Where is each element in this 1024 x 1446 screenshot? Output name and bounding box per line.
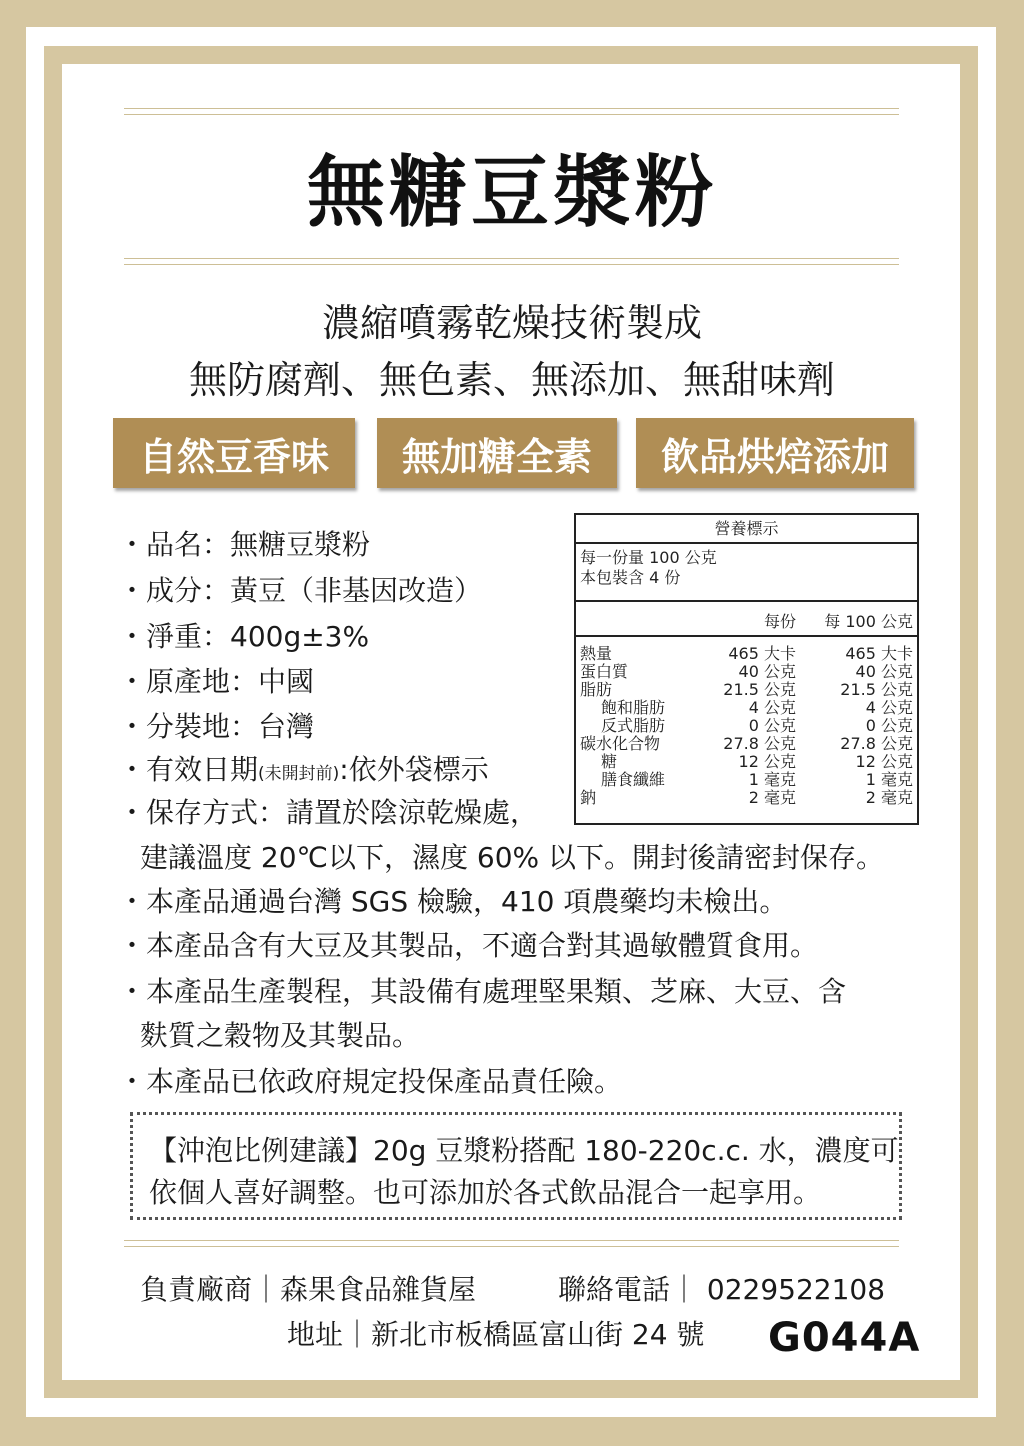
nutrient-label: 鈉 — [580, 788, 597, 807]
divider-footer — [124, 1240, 899, 1247]
nutrient-per-serving: 4 公克 — [748, 698, 796, 717]
nutrition-table — [574, 513, 919, 825]
divider-title — [124, 258, 899, 265]
nutrient-per-serving: 21.5 公克 — [723, 680, 796, 699]
col-per-100g: 每 100 公克 — [824, 612, 913, 631]
nutrition-rows — [576, 637, 917, 817]
product-code: G044A — [768, 1315, 921, 1361]
nutrient-per-serving: 465 大卡 — [728, 644, 796, 663]
col-per-serving: 每份 — [763, 612, 796, 631]
tip-line-1: 【沖泡比例建議】20g 豆漿粉搭配 180-220c.c. 水，濃度可 — [149, 1134, 899, 1167]
nutrient-per-100g: 1 毫克 — [865, 770, 913, 789]
info-weight: ・淨重：400g±3% — [118, 620, 370, 653]
nutrition-serving — [576, 544, 917, 602]
nutrient-label: 反式脂肪 — [601, 716, 666, 735]
nutrient-per-serving: 27.8 公克 — [723, 734, 796, 753]
nutrient-label: 碳水化合物 — [580, 734, 661, 753]
nutrient-label: 蛋白質 — [580, 662, 629, 681]
badge-3: 飲品烘焙添加 — [636, 418, 914, 488]
product-title: 無糖豆漿粉 — [306, 148, 717, 238]
info-ingredients: ・成分：黃豆（非基因改造） — [118, 574, 483, 607]
info-allergy: ・本產品含有大豆及其製品，不適合對其過敏體質食用。 — [118, 929, 819, 962]
preparation-tip — [130, 1112, 902, 1220]
footer-address: 地址｜新北市板橋區富山街 24 號 — [287, 1318, 705, 1351]
nutrition-column-header — [576, 602, 917, 637]
info-expiry — [118, 748, 489, 788]
nutrient-per-serving: 0 公克 — [748, 716, 796, 735]
divider-top — [124, 108, 899, 115]
info-insurance: ・本產品已依政府規定投保產品責任險。 — [118, 1065, 623, 1098]
info-packed: ・分裝地：台灣 — [118, 710, 315, 743]
info-origin: ・原產地：中國 — [118, 665, 315, 698]
info-sgs: ・本產品通過台灣 SGS 檢驗，410 項農藥均未檢出。 — [118, 885, 788, 918]
nutrient-per-100g: 21.5 公克 — [840, 680, 913, 699]
nutrient-per-100g: 465 大卡 — [845, 644, 913, 663]
nutrient-label: 糖 — [601, 752, 618, 771]
info-storage-1: ・保存方式：請置於陰涼乾燥處， — [118, 796, 539, 829]
nutrient-per-100g: 27.8 公克 — [840, 734, 913, 753]
nutrient-per-100g: 2 毫克 — [865, 788, 913, 807]
info-facility-1: ・本產品生產製程，其設備有處理堅果類、芝麻、大豆、含 — [118, 975, 847, 1008]
nutrient-per-100g: 0 公克 — [865, 716, 913, 735]
badge-2: 無加糖全素 — [377, 418, 617, 488]
info-facility-2: 麩質之穀物及其製品。 — [140, 1019, 421, 1052]
nutrient-per-serving: 2 毫克 — [748, 788, 796, 807]
footer-phone: 聯絡電話｜ 0229522108 — [558, 1273, 886, 1306]
nutrient-label: 飽和脂肪 — [601, 698, 666, 717]
tagline-1: 濃縮噴霧乾燥技術製成 — [321, 301, 702, 345]
nutrient-label: 膳食纖維 — [601, 770, 666, 789]
nutrient-per-100g: 4 公克 — [865, 698, 913, 717]
nutrient-per-serving: 12 公克 — [738, 752, 796, 771]
tip-line-2: 依個人喜好調整。也可添加於各式飲品混合一起享用。 — [149, 1176, 822, 1209]
info-storage-2: 建議溫度 20℃以下，濕度 60% 以下。開封後請密封保存。 — [140, 841, 885, 874]
nutrient-per-100g: 40 公克 — [855, 662, 913, 681]
nutrition-header: 營養標示 — [576, 515, 917, 544]
expiry-label: ・有效日期 — [118, 753, 259, 786]
nutrient-label: 脂肪 — [580, 680, 613, 699]
badge-1: 自然豆香味 — [113, 418, 355, 488]
nutrient-per-100g: 12 公克 — [855, 752, 913, 771]
expiry-value: :依外袋標示 — [339, 753, 489, 786]
tagline-2: 無防腐劑、無色素、無添加、無甜味劑 — [188, 358, 835, 402]
nutrient-per-serving: 1 毫克 — [748, 770, 796, 789]
footer-vendor: 負責廠商｜森果食品雜貨屋 — [140, 1273, 477, 1306]
info-name: ・品名：無糖豆漿粉 — [118, 528, 371, 561]
expiry-note: (未開封前) — [258, 764, 340, 784]
serving-size: 每一份量 100 公克 — [580, 548, 717, 567]
servings-per-pack: 本包裝含 4 份 — [580, 568, 681, 587]
nutrient-per-serving: 40 公克 — [738, 662, 796, 681]
nutrient-label: 熱量 — [580, 644, 613, 663]
